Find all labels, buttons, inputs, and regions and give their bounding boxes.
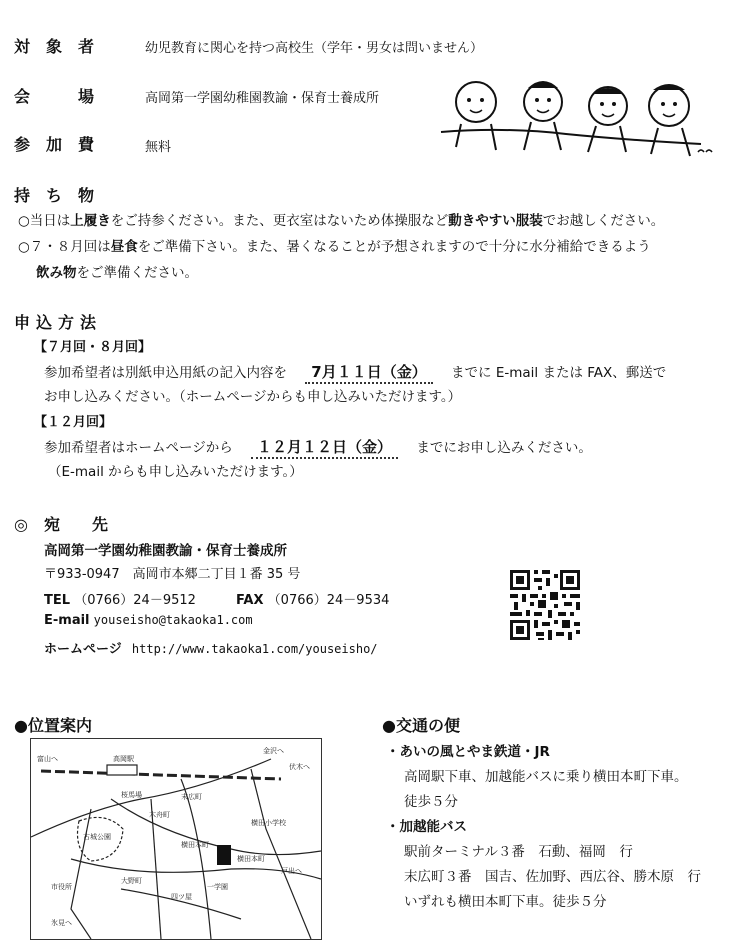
transport-rail-line2: 徒歩５分 (404, 794, 458, 810)
belongings-line-2: ○７・８月回は昼食をご準備下さい。また、暑くなることが予想されますので十分に水分補給できるよう (18, 239, 651, 255)
map-label-gakko: 一学園 (207, 883, 228, 891)
apply-group1-line2: お申し込みください。（ホームページからも申し込みいただけます。） (44, 389, 462, 405)
qr-code (508, 568, 582, 642)
map-label-shiyakusho: 市役所 (51, 883, 72, 891)
location-label: ●位置案内 (14, 716, 92, 735)
transport-bus-line2: 末広町３番 国吉、佐加野、西広谷、勝木原 行 (404, 869, 701, 885)
apply-label: 申込方法 (14, 313, 103, 332)
contact-address: 〒933-0947 高岡市本郷二丁目１番 35 号 (44, 567, 301, 582)
map-label-school: 横田小学校 (251, 819, 286, 827)
email-link[interactable]: youseisho@takaoka1.com (93, 613, 253, 627)
map-label-yokotamoto: 横田本町 (181, 841, 209, 849)
venue-value: 高岡第一学園幼稚園教諭・保育士養成所 (145, 91, 380, 106)
apply-group1-line1: 参加希望者は別紙申込用紙の記入内容を 7月１１日（金） までに E-mail または FAX、郵送で (44, 361, 666, 382)
transport-bus-line1: 駅前ターミナル３番 石動、福岡 行 (404, 844, 633, 860)
contact-org: 高岡第一学園幼稚園教諭・保育士養成所 (44, 543, 287, 559)
map-label-toyama: 富山へ (37, 755, 58, 763)
apply-group2-heading: 【１２月回】 (34, 415, 113, 430)
map-label-ohashi: 大野町 (121, 877, 142, 885)
apply-group2-line2: （E-mail からも申し込みいただけます。） (48, 464, 303, 480)
target-value: 幼児教育に関心を持つ高校生（学年・男女は問いません） (145, 41, 484, 56)
map-label-kanazawa: 金沢へ (263, 747, 284, 755)
map-label-kijima: 木舟町 (149, 811, 170, 819)
transport-rail-line1: 高岡駅下車、加越能バスに乗り横田本町下車。 (404, 769, 688, 785)
qr-code-graphic (508, 568, 582, 642)
venue-label: 会 場 (14, 87, 95, 106)
transport-rail-title: ・あいの風とやま鉄道・JR (386, 744, 550, 760)
map-label-station: 高岡駅 (113, 755, 134, 763)
map-label-yotsu: 四ツ屋 (171, 893, 192, 901)
map-label-kitamachi: 末広町 (181, 793, 202, 801)
apply-group1-heading: 【７月回・８月回】 (34, 340, 152, 355)
apply-date-2: １２月１２日（金） (251, 438, 398, 459)
children-illustration (436, 72, 716, 162)
belongings-line-1: ○当日は上履きをご持参ください。また、更衣室はないため体操服など動きやすい服装でお越しください。 (18, 213, 665, 229)
contact-web-line: ホームページ http://www.takaoka1.com/youseisho/ (44, 642, 378, 657)
location-map (30, 738, 322, 940)
web-link[interactable]: http://www.takaoka1.com/youseisho/ (131, 642, 378, 656)
map-label-koen: 古城公園 (83, 833, 111, 841)
belongings-line-3: 飲み物をご準備ください。 (36, 265, 198, 281)
transport-bus-title: ・加越能バス (386, 819, 467, 835)
map-label-himi: 氷見へ (51, 919, 72, 927)
transport-label: ●交通の便 (382, 716, 460, 735)
contact-phone-line: TEL （0766）24－9512 FAX （0766）24－9534 (44, 593, 390, 608)
map-label-sakurababa: 桜馬場 (121, 791, 142, 799)
fee-value: 無料 (145, 140, 172, 155)
contact-email-line: E-mail youseisho@takaoka1.com (44, 613, 253, 628)
map-label-fushiki: 伏木へ (289, 763, 310, 771)
apply-date-1: 7月１１日（金） (305, 363, 432, 384)
transport-bus-line3: いずれも横田本町下車。徒歩５分 (404, 894, 607, 910)
contact-label: ◎ 宛 先 (14, 515, 108, 534)
apply-group2-line1: 参加希望者はホームページから １２月１２日（金） までにお申し込みください。 (44, 436, 592, 457)
map-label-kakegawa: 戸出へ (281, 867, 302, 875)
belongings-label: 持 ち 物 (14, 186, 95, 205)
fee-label: 参 加 費 (14, 135, 95, 154)
map-label-here: 横田本町 (237, 855, 265, 863)
target-label: 対 象 者 (14, 37, 95, 56)
